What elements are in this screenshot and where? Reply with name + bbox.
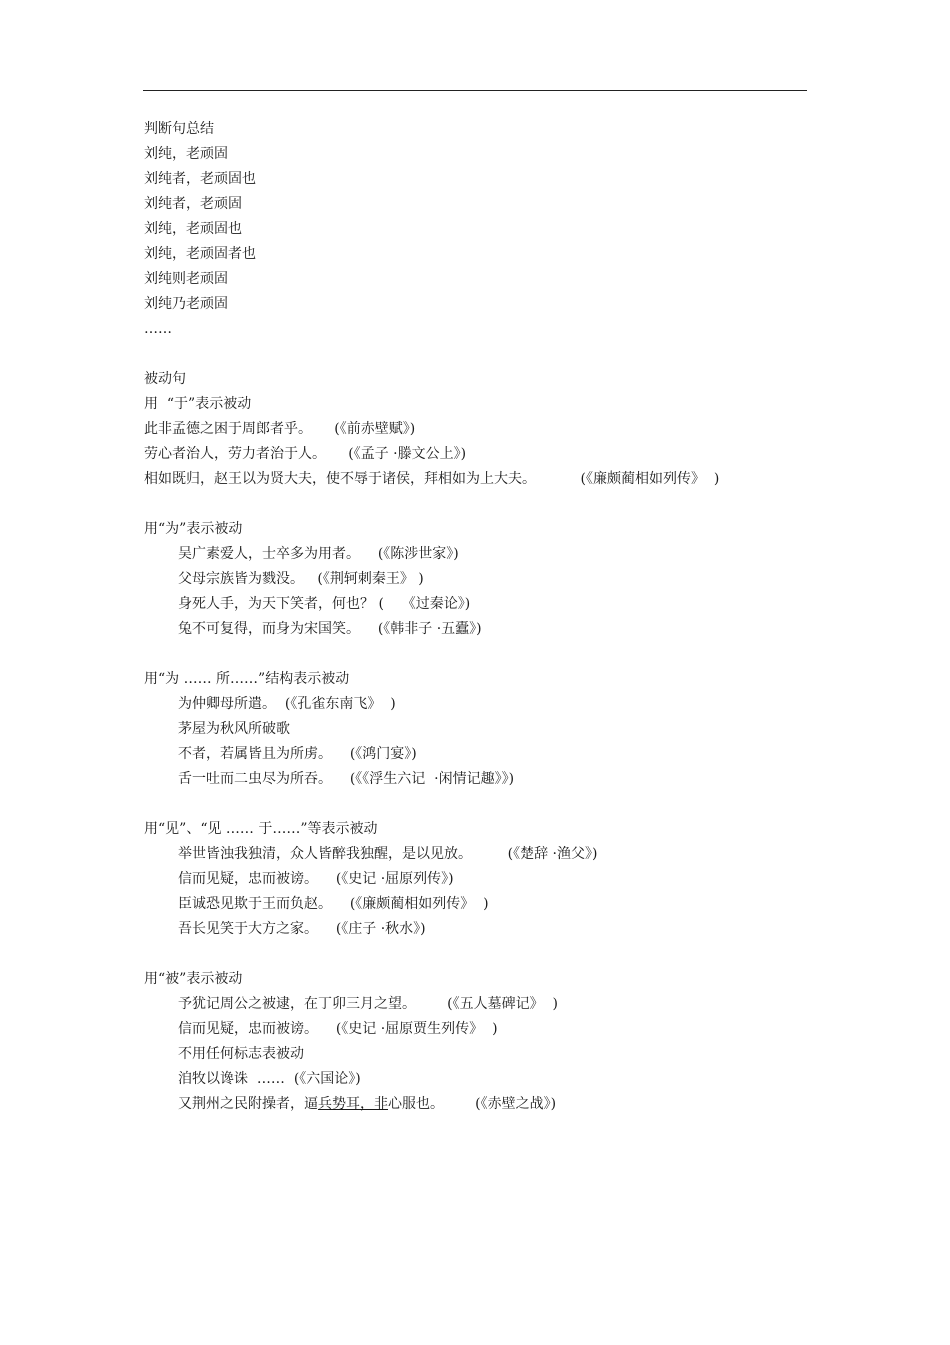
example-line	[144, 842, 844, 867]
example-text: 兔不可复得，而身为宋国笑。	[178, 621, 360, 637]
example-line	[144, 717, 844, 742]
judgment-line: 刘纯，老顽固	[144, 146, 228, 162]
example-line	[144, 917, 844, 942]
example-line	[144, 592, 844, 617]
subsection-heading-bei: 用“被”表示被动	[144, 971, 243, 987]
example-line	[144, 992, 844, 1017]
example-line	[144, 892, 844, 917]
example-text: 又荆州之民附操者，逼	[178, 1096, 318, 1112]
example-source: (《赤壁之战》)	[475, 1096, 557, 1112]
example-text: 信而见疑，忠而被谤。	[178, 1021, 318, 1037]
example-source: (《陈涉世家》)	[377, 546, 459, 562]
example-line	[144, 417, 844, 442]
example-text: 吴广素爱人，士卒多为用者。	[178, 546, 360, 562]
example-text-underlined: 兵势耳，非	[318, 1096, 388, 1112]
example-source: (《荆轲刺秦王》 )	[317, 571, 424, 587]
example-line	[144, 1092, 844, 1117]
subsection-heading-yu: 用 “于”表示被动	[144, 396, 252, 412]
example-text: 不用任何标志表被动	[178, 1046, 304, 1062]
section-title-judgment: 判断句总结	[144, 121, 214, 137]
example-text: 劳心者治人，劳力者治于人。	[144, 446, 326, 462]
judgment-line: 刘纯则老顽固	[144, 271, 228, 287]
subsection-heading-wei: 用“为”表示被动	[144, 521, 243, 537]
example-source: (《孔雀东南飞》 )	[284, 696, 396, 712]
example-source: (《《浮生六记 ·闲情记趣》》)	[349, 771, 515, 787]
example-line	[144, 1067, 844, 1092]
example-source: (《楚辞 ·渔父》)	[507, 846, 598, 862]
subsection-heading-weisuo: 用“为 …… 所……”结构表示被动	[144, 671, 350, 687]
example-line	[144, 1042, 844, 1067]
example-source: (《六国论》)	[293, 1071, 361, 1087]
example-source: (《孟子 ·滕文公上》)	[348, 446, 467, 462]
example-text: 舌一吐而二虫尽为所吞。	[178, 771, 332, 787]
judgment-line: 刘纯乃老顽固	[144, 296, 228, 312]
example-source: ( 《过秦论》)	[378, 596, 471, 612]
judgment-line: ……	[144, 321, 172, 337]
example-line	[144, 867, 844, 892]
example-text: 父母宗族皆为戮没。	[178, 571, 304, 587]
judgment-line: 刘纯者，老顽固也	[144, 171, 256, 187]
example-line	[144, 742, 844, 767]
example-text: 心服也。	[388, 1096, 444, 1112]
example-line	[144, 1017, 844, 1042]
judgment-line: 刘纯，老顽固者也	[144, 246, 256, 262]
example-source: (《廉颇蔺相如列传》 )	[349, 896, 489, 912]
example-line	[144, 767, 844, 792]
example-text: 洎牧以谗诛 ……	[178, 1071, 285, 1087]
section-title-passive: 被动句	[144, 371, 186, 387]
example-line	[144, 467, 844, 492]
example-source: (《五人墓碑记》 )	[447, 996, 558, 1012]
example-text: 举世皆浊我独清，众人皆醉我独醒，是以见放。	[178, 846, 472, 862]
example-text: 不者，若属皆且为所虏。	[178, 746, 332, 762]
example-line	[144, 442, 844, 467]
example-source: (《廉颇蔺相如列传》 )	[580, 471, 720, 487]
example-source: (《庄子 ·秋水》)	[335, 921, 426, 937]
example-source: (《韩非子 ·五蠹》)	[377, 621, 482, 637]
subsection-heading-jian: 用“见”、“见 …… 于……”等表示被动	[144, 821, 378, 837]
example-text: 此非孟德之困于周郎者乎。	[144, 421, 312, 437]
document-body	[144, 117, 844, 1117]
header-rule	[143, 90, 807, 91]
judgment-line: 刘纯者，老顽固	[144, 196, 242, 212]
example-line	[144, 567, 844, 592]
example-text: 臣诚恐见欺于王而负赵。	[178, 896, 332, 912]
example-source: (《史记 ·屈原贾生列传》 )	[335, 1021, 498, 1037]
example-text: 信而见疑，忠而被谤。	[178, 871, 318, 887]
example-text: 相如既归，赵王以为贤大夫，使不辱于诸侯，拜相如为上大夫。	[144, 471, 536, 487]
example-line	[144, 692, 844, 717]
example-source: (《前赤壁赋》)	[334, 421, 416, 437]
example-text: 身死人手，为天下笑者，何也？	[178, 596, 374, 612]
judgment-line: 刘纯，老顽固也	[144, 221, 242, 237]
example-line	[144, 617, 844, 642]
example-text: 予犹记周公之被逮，在丁卯三月之望。	[178, 996, 416, 1012]
example-source: (《鸿门宴》)	[349, 746, 417, 762]
example-text: 吾长见笑于大方之家。	[178, 921, 318, 937]
example-source: (《史记 ·屈原列传》)	[335, 871, 454, 887]
example-text: 为仲卿母所遣。	[178, 696, 276, 712]
example-line	[144, 542, 844, 567]
example-text: 茅屋为秋风所破歌	[178, 721, 290, 737]
